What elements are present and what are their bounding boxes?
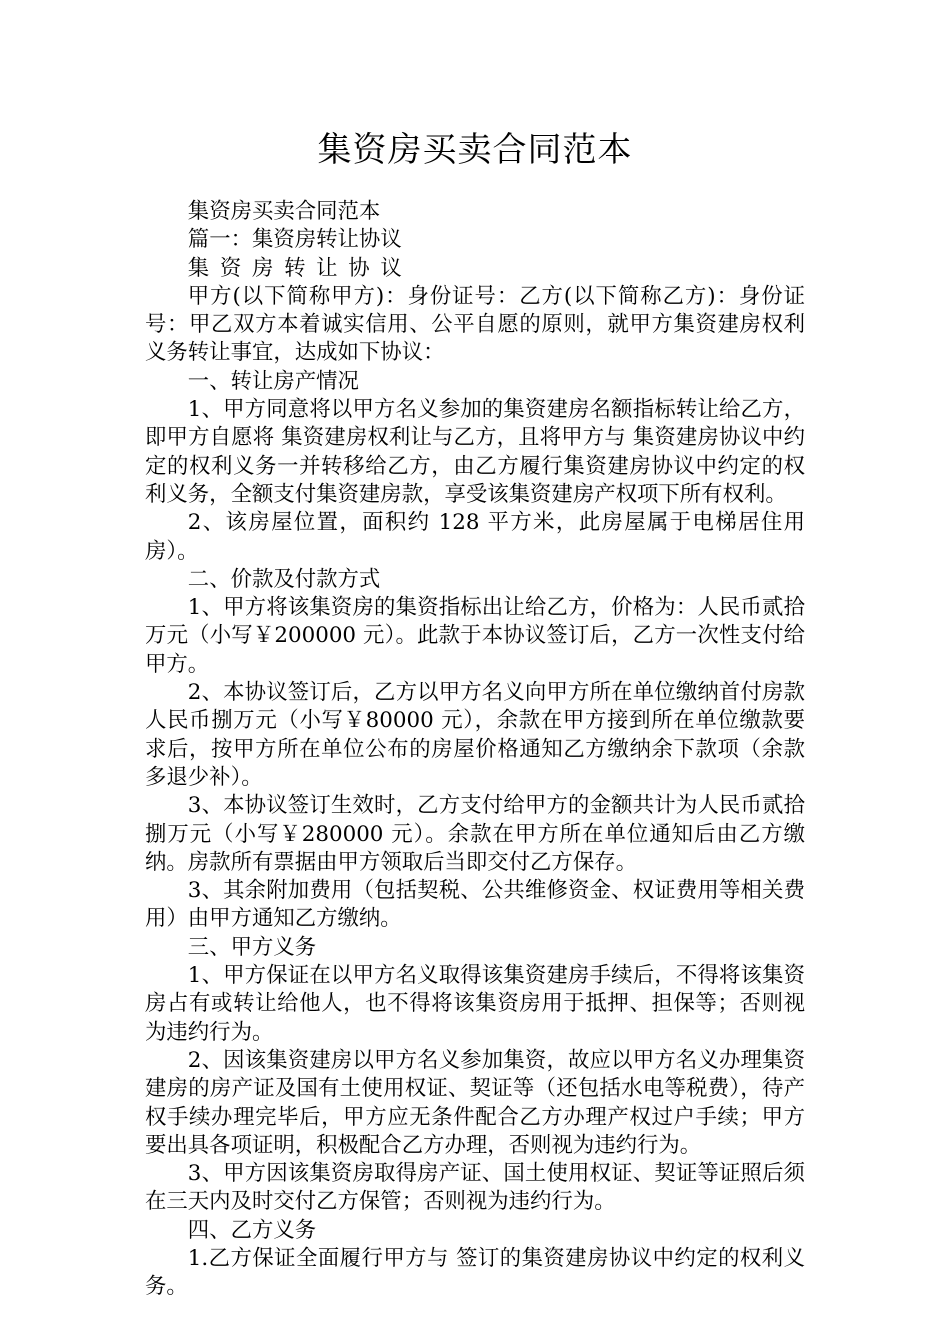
paragraph-party-b-1: 1.乙方保证全面履行甲方与 签订的集资建房协议中约定的权利义务。 [145,1245,805,1300]
document-body [145,198,805,1302]
paragraph-agreement-title: 集资房转让协议 [187,255,413,281]
section-heading-property: 一、转让房产情况 [187,368,359,394]
paragraph-party-a-3: 3、甲方因该集资房取得房产证、国土使用权证、契证等证照后须在三天内及时交付乙方保管；否则视为违约行为。 [145,1161,805,1215]
paragraph-party-a-2: 2、因该集资建房以甲方名义参加集资，故应以甲方名义办理集资建房的房产证及国有土使用权证、契证等（还包括水电等税费），待产权手续办理完毕后，甲方应无条件配合乙方办理产权过户手续；甲方要出具各项证明，积极配合乙方办理，否则视为违约行为。 [145,1047,805,1158]
section-heading-payment: 二、价款及付款方式 [187,566,381,592]
paragraph-subtitle: 集资房买卖合同范本 [187,199,381,224]
document-title: 集资房买卖合同范本 [317,130,633,170]
paragraph-property-1: 1、甲方同意将以甲方名义参加的集资建房名额指标转让给乙方，即甲方自愿将 集资建房权利让与乙方，且将甲方与 集资建房协议中约定的权利义务一并转移给乙方，由乙方履行集资建房协议中约定的权利义务，全额支付集资建房款，享受该集资建房产权项下所有权利。 [145,397,805,507]
paragraph-party-a-1: 1、甲方保证在以甲方名义取得该集资建房手续后，不得将该集资房占有或转让给他人，也不得将该集资房用于抵押、担保等；否则视为违约行为。 [145,963,805,1045]
paragraph-payment-3: 3、本协议签订生效时，乙方支付给甲方的金额共计为人民币贰拾捌万元（小写￥280000 元）。余款在甲方所在单位通知后由乙方缴纳。房款所有票据由甲方领取后当即交付乙方保存。 [145,793,805,875]
paragraph-parties: 甲方(以下简称甲方)：身份证号：乙方(以下简称乙方)：身份证号：甲乙双方本着诚实信用、公平自愿的原则，就甲方集资建房权利义务转让事宜，达成如下协议： [145,283,805,366]
paragraph-payment-4: 3、其余附加费用（包括契税、公共维修资金、权证费用等相关费用）由甲方通知乙方缴纳。 [145,878,805,932]
paragraph-payment-2: 2、本协议签订后，乙方以甲方名义向甲方所在单位缴纳首付房款人民币捌万元（小写￥80000 元），余款在甲方接到所在单位缴款要求后，按甲方所在单位公布的房屋价格通知乙方缴纳余下款项（余款多退少补）。 [145,680,805,790]
paragraph-property-2: 2、该房屋位置，面积约 128 平方米，此房屋属于电梯居住用房）。 [145,510,805,564]
section-heading-party-b-duties: 四、乙方义务 [187,1217,317,1243]
paragraph-payment-1: 1、甲方将该集资房的集资指标出让给乙方，价格为：人民币贰拾万元（小写￥200000 元）。此款于本协议签订后，乙方一次性支付给甲方。 [145,595,805,677]
section-heading-party-a-duties: 三、甲方义务 [187,934,317,960]
paragraph-chapter-heading: 篇一：集资房转让协议 [187,227,402,253]
